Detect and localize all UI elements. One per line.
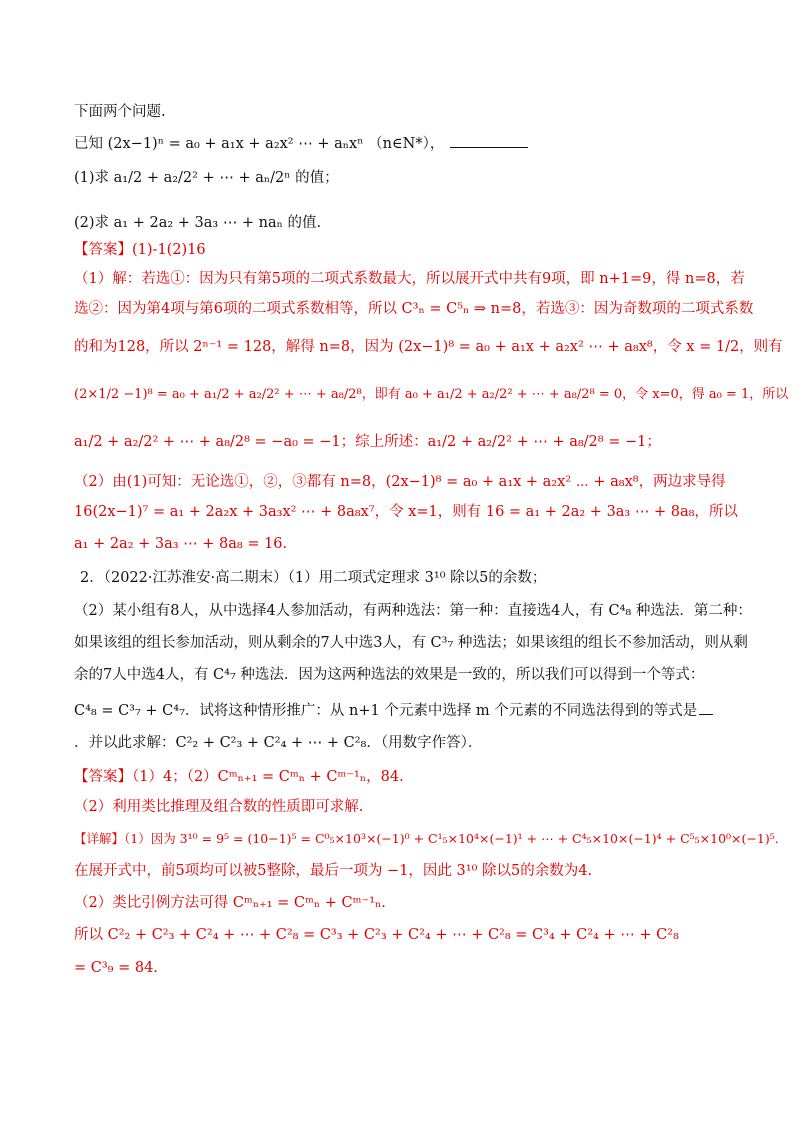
detail-line-5: = C³₉ = 84. (74, 960, 158, 976)
problem-2-line-5: ．并以此求解：C²₂ + C²₃ + C²₄ + ⋯ + C²₈．（用数字作答）． (74, 735, 483, 751)
given-equation (74, 133, 730, 154)
answer-2-line-1: （2）利用类比推理及组合数的性质即可求解. (74, 799, 364, 815)
solution-line-3: 的和为128，所以 2ⁿ⁻¹ = 128，解得 n=8，因为 (2x−1)⁸ = a₀ + a₁x + a₂x² ⋯ + a₈x⁸，令 x = 1/2，则有 (74, 339, 783, 355)
problem-2-line-2: 如果该组的组长参加活动，则从剩余的7人中选3人，有 C³₇ 种选法；如果该组的组长不参加活动，则从剩 (74, 635, 748, 651)
solution-line-2: 选②：因为第4项与第6项的二项式系数相等，所以 C³ₙ = C⁵ₙ ⇒ n=8，若选③：因为奇数项的二项式系数 (74, 301, 754, 317)
question-1: (1)求 a₁/2 + a₂/2² + ⋯ + aₙ/2ⁿ 的值； (74, 170, 339, 186)
solution-line-6: （2）由(1)可知：无论选①，②，③都有 n=8，(2x−1)⁸ = a₀ + a₁x + a₂x² ⋯ + a₈x⁸，两边求导得 (74, 474, 726, 490)
answer-2-header: 【答案】（1）4；（2）Cᵐₙ₊₁ = Cᵐₙ + Cᵐ⁻¹ₙ，84. (74, 769, 404, 785)
answer-1-header: 【答案】(1)-1(2)16 (74, 242, 206, 258)
problem-2-line-3: 余的7人中选4人，有 C⁴₇ 种选法．因为这两种选法的效果是一致的，所以我们可以得到一个等式： (74, 667, 705, 683)
detail-line-1: 【详解】（1）因为 3¹⁰ = 9⁵ = (10−1)⁵ = C⁰₅×10³×(−1)⁰ + C¹₅×10⁴×(−1)¹ + ⋯ + C⁴₅×10×(−1)⁴ + C⁵₅×10⁰×(−1)⁵. (74, 831, 779, 846)
detail-line-2: 在展开式中，前5项均可以被5整除，最后一项为 −1，因此 3¹⁰ 除以5的余数为4. (74, 863, 593, 879)
problem-2-title: 2．（2022·江苏淮安·高二期末）（1）用二项式定理求 3¹⁰ 除以5的余数； (80, 570, 547, 586)
problem-2-line-4-text: C⁴₈ = C³₇ + C⁴₇．试将这种情形推广：从 n+1 个元素中选择 m 个元素的不同选法得到的等式是 (74, 703, 698, 719)
solution-line-4: (2×1/2 −1)⁸ = a₀ + a₁/2 + a₂/2² + ⋯ + a₈/2⁸，即有 a₀ + a₁/2 + a₂/2² + ⋯ + a₈/2⁸ = 0，令 x=0，得 a₀ = 1，所以 (74, 387, 789, 402)
solution-line-5: a₁/2 + a₂/2² + ⋯ + a₈/2⁸ = −a₀ = −1；综上所述：a₁/2 + a₂/2² + ⋯ + a₈/2⁸ = −1； (74, 434, 661, 450)
solution-line-8: a₁ + 2a₂ + 3a₃ ⋯ + 8a₈ = 16. (74, 536, 288, 552)
detail-line-4: 所以 C²₂ + C²₃ + C²₄ + ⋯ + C²₈ = C³₃ + C²₃ + C²₄ + ⋯ + C²₈ = C³₄ + C²₄ + ⋯ + C²₈ (74, 927, 679, 943)
intro-text: 下面两个问题. (74, 104, 166, 120)
given-equation-text: 已知 (2x−1)ⁿ = a₀ + a₁x + a₂x² ⋯ + aₙxⁿ （n∈N*）， (74, 136, 445, 152)
answer-blank (450, 133, 528, 148)
answer-blank-2 (699, 700, 713, 715)
detail-line-3: （2）类比引例方法可得 Cᵐₙ₊₁ = Cᵐₙ + Cᵐ⁻¹ₙ. (74, 895, 386, 911)
problem-2-line-4 (74, 700, 730, 721)
solution-line-7: 16(2x−1)⁷ = a₁ + 2a₂x + 3a₃x² ⋯ + 8a₈x⁷，令 x=1，则有 16 = a₁ + 2a₂ + 3a₃ ⋯ + 8a₈，所以 (74, 504, 738, 520)
problem-2-line-1: （2）某小组有8人，从中选择4人参加活动，有两种选法：第一种：直接选4人，有 C⁴₈ 种选法．第二种： (74, 603, 752, 619)
solution-line-1: （1）解：若选①：因为只有第5项的二项式系数最大，所以展开式中共有9项，即 n+1=9，得 n=8，若 (74, 271, 745, 287)
question-2: (2)求 a₁ + 2a₂ + 3a₃ ⋯ + naₙ 的值. (74, 215, 322, 231)
